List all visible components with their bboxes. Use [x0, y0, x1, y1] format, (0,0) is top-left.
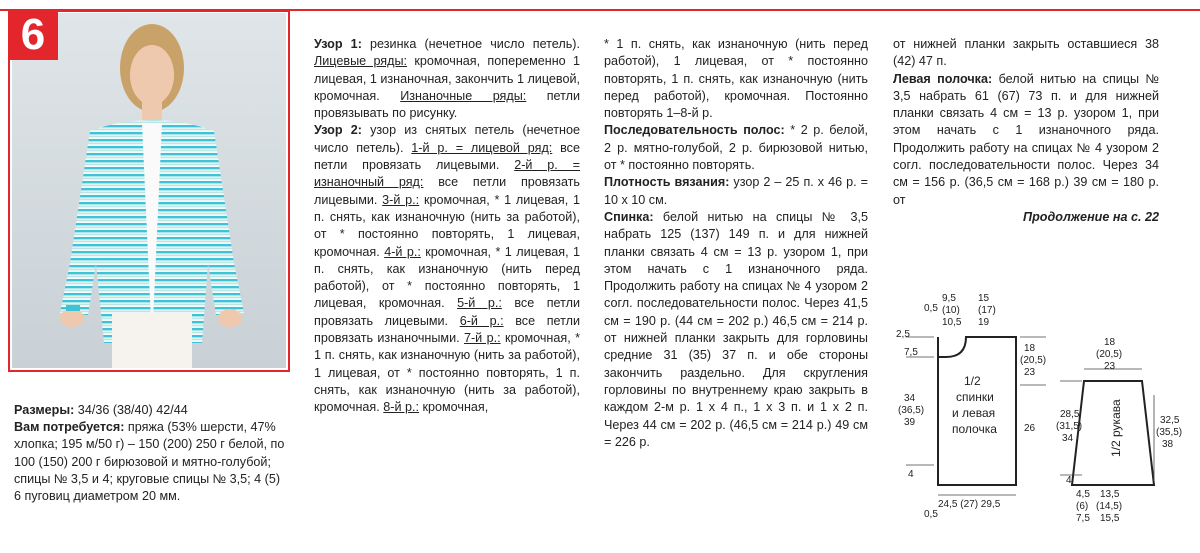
dim-bottom-1: 0,5 — [924, 509, 938, 520]
dim-shoulder-3: 19 — [978, 317, 990, 328]
dim-left-4: (36,5) — [898, 405, 925, 416]
pattern-2-continued — [604, 36, 868, 122]
dim-left-2: 7,5 — [904, 347, 918, 358]
row-label: 3-й р.: — [382, 192, 420, 207]
pattern-1-paragraph — [314, 36, 580, 122]
text-run: * 1 п. снять, как изнаночную (нить перед работой), 1 лицевая, от * постоянно повторять, 1 п. снять, как изнаночную (нить перед работой), кромочная. Постоянно повторять 1–8-й р. — [604, 37, 868, 121]
dim-neck-1: 9,5 — [942, 293, 956, 304]
dim-shoulder-2: (17) — [978, 305, 996, 316]
left-front-paragraph — [893, 71, 1159, 209]
sleeve-left-2: (31,5) — [1056, 421, 1083, 432]
bold-heading: Плотность вязания: — [604, 175, 730, 190]
text-run: белой нитью на спицы № 3,5 набрать 125 (137) 149 п. и для нижней планки связать 4 см = 13 р. узором 1, при этом начать с 1 изнаночного ряда. Продолжить работу на спицах № 4 узором 2 согл. последовательности полос. Через 41,5 см = 190 р. (44 см = 202 р.) 46,5 см = 214 р. от нижней планки закрыть для горловины средние 31 (35) 37 п. и обе стороны закончить раздельно. Для скругления горловины по внутреннему краю закрыть в каждом 2-м р. 1 х 4 п., 1 х 3 п. и 1 х 2 п. Через 44 см = 202 р. (46,5 см = 214 р.) 49 см = 226 р. — [604, 209, 868, 449]
text-run: кромочная, * 1 лицевая, 1 п. снять, как изнаночную (нить за работой), от * постоянно повторять, 1 лицевая, кромочная. — [314, 192, 581, 259]
dim-neck-3: 10,5 — [942, 317, 962, 328]
body-label-1: 1/2 — [964, 374, 981, 388]
text-run: все петли провязать изнаночными. — [314, 313, 580, 346]
text-run: узор из снятых петель (нечетное число петель). — [314, 123, 580, 155]
back-paragraph — [604, 209, 868, 451]
sleeve-top-3: 23 — [1104, 361, 1116, 372]
text-run: все петли провязать лицевыми. — [314, 140, 580, 173]
column-1 — [314, 36, 580, 417]
dim-left-5: 39 — [904, 417, 916, 428]
needs-line — [14, 419, 286, 505]
sleeve-bottom-2: (6) — [1076, 501, 1089, 512]
sleeve-bottom-1: 4,5 — [1076, 489, 1090, 500]
dim-right-4: 26 — [1024, 423, 1036, 434]
bold-heading: Левая полочка: — [893, 71, 993, 86]
text-run: кромочная, — [418, 400, 489, 415]
text-run: все петли провязать лицевыми. — [314, 175, 580, 207]
row-label: 8-й р.: — [383, 400, 419, 415]
column-2 — [604, 36, 868, 451]
row-label: 2-й р. = изнаночный ряд: — [314, 158, 580, 190]
text-run: кромочная, попеременно 1 лицевая, 1 изнаночная, закончить 1 лицевой, кромочная. — [314, 54, 580, 103]
dim-neck-2: (10) — [942, 305, 960, 316]
dim-left-3: 34 — [904, 393, 916, 404]
text-run: все петли провязать лицевыми. — [314, 296, 580, 328]
sleeve-bottom-6: 15,5 — [1100, 513, 1120, 524]
photo-frame — [8, 10, 290, 372]
sleeve-bottom-4: 13,5 — [1100, 489, 1120, 500]
sleeve-right-1: 32,5 — [1160, 415, 1180, 426]
model-number-badge: 6 — [8, 10, 58, 60]
text-run: узор 2 – 25 п. х 46 р. = 10 х 10 см. — [604, 175, 868, 207]
dim-left-1: 2,5 — [896, 329, 910, 340]
sleeve-label: 1/2 рукава — [1109, 399, 1123, 457]
row-label: 7-й р.: — [463, 331, 501, 346]
needs-label: Вам потребуется: — [14, 420, 125, 435]
text-run: петли провязывать по рисунку. — [314, 88, 581, 121]
dim-half: 0,5 — [924, 303, 938, 314]
needs-text: пряжа (53% шерсти, 47% хлопка; 195 м/50 г) – 150 (200) 250 г белой, по 100 (150) 200 г бирюзовой и мятно-голубой; спицы № 3,5 и 4; круговые спицы № 3,5; 4 (5) 6 пуговиц диаметром 20 мм. — [14, 420, 285, 504]
sleeve-right-3: 38 — [1162, 439, 1174, 450]
text-run: кромочная, * 1 п. снять, как изнаночную (нить за работой), 1 лицевая, от * постоянно повторять, 1 п. снять, как изнаночную (нить за работой), кромочная. — [314, 331, 580, 415]
bold-heading: Спинка: — [604, 209, 654, 224]
body-label-4: полочка — [952, 422, 997, 436]
dim-right-2: (20,5) — [1020, 355, 1047, 366]
bold-heading: Узор 2: — [314, 123, 362, 138]
row-label: 6-й р.: — [459, 313, 504, 328]
dim-left-6: 4 — [908, 469, 914, 480]
body-label-2: спинки — [956, 390, 994, 404]
text-run: резинка (нечетное число петель). — [361, 37, 580, 51]
bold-heading: Узор 1: — [314, 37, 362, 51]
gauge-paragraph — [604, 174, 868, 209]
schematic-diagram — [892, 285, 1192, 543]
sleeve-top-1: 18 — [1104, 337, 1116, 348]
sleeve-bottom-5: (14,5) — [1096, 501, 1123, 512]
sleeve-right-2: (35,5) — [1156, 427, 1183, 438]
column-3 — [893, 36, 1159, 226]
dim-right-3: 23 — [1024, 367, 1036, 378]
row-label: 1-й р. = лицевой ряд: — [411, 140, 553, 155]
text-run: * 2 р. белой, 2 р. мятно-голубой, 2 р. бирюзовой нитью, от * постоянно повторять. — [604, 123, 868, 173]
row-label: 5-й р.: — [457, 296, 502, 311]
sizes-text: 34/36 (38/40) 42/44 — [74, 403, 188, 417]
dim-shoulder-1: 15 — [978, 293, 990, 304]
text-run: кромочная, * 1 лицевая, 1 п. снять, как изнаночную (нить перед работой), от * постоянно повторять, 1 лицевая, кромочная. — [314, 244, 581, 311]
sleeve-bottom-3: 7,5 — [1076, 513, 1090, 524]
continued-note: Продолжение на с. 22 — [1023, 209, 1159, 224]
sleeve-left-4: 4 — [1066, 475, 1072, 486]
row-label: Изнаночные ряды: — [400, 88, 527, 103]
text-run: от нижней планки закрыть оставшиеся 38 (42) 47 п. — [893, 37, 1159, 69]
materials-block — [14, 402, 286, 505]
stripe-sequence-paragraph — [604, 122, 868, 174]
dim-right-1: 18 — [1024, 343, 1036, 354]
pattern-2-paragraph — [314, 122, 580, 416]
row-label: 4-й р.: — [384, 244, 421, 259]
sleeve-top-2: (20,5) — [1096, 349, 1123, 360]
sleeve-left-3: 34 — [1062, 433, 1074, 444]
sizes-line — [14, 402, 286, 419]
sleeve-left-1: 28,5 — [1060, 409, 1080, 420]
sizes-label: Размеры: — [14, 403, 75, 417]
dim-bottom-2: 24,5 (27) 29,5 — [938, 499, 1001, 510]
back-continued — [893, 36, 1159, 71]
body-label-3: и левая — [952, 406, 996, 420]
bold-heading: Последовательность полос: — [604, 123, 785, 138]
row-label: Лицевые ряды: — [314, 54, 408, 69]
text-run: белой нитью на спицы № 3,5 набрать 61 (67) 73 п. и для нижней планки связать 4 см = 13 р. узором 1, при этом начать с 1 изнаночного ряда. Продолжить работу на спицах № 4 узором 2 согл. последовательности полос. Через 34 см = 156 р. (36,5 см = 168 р.) 39 см = 180 р. от — [893, 71, 1159, 207]
